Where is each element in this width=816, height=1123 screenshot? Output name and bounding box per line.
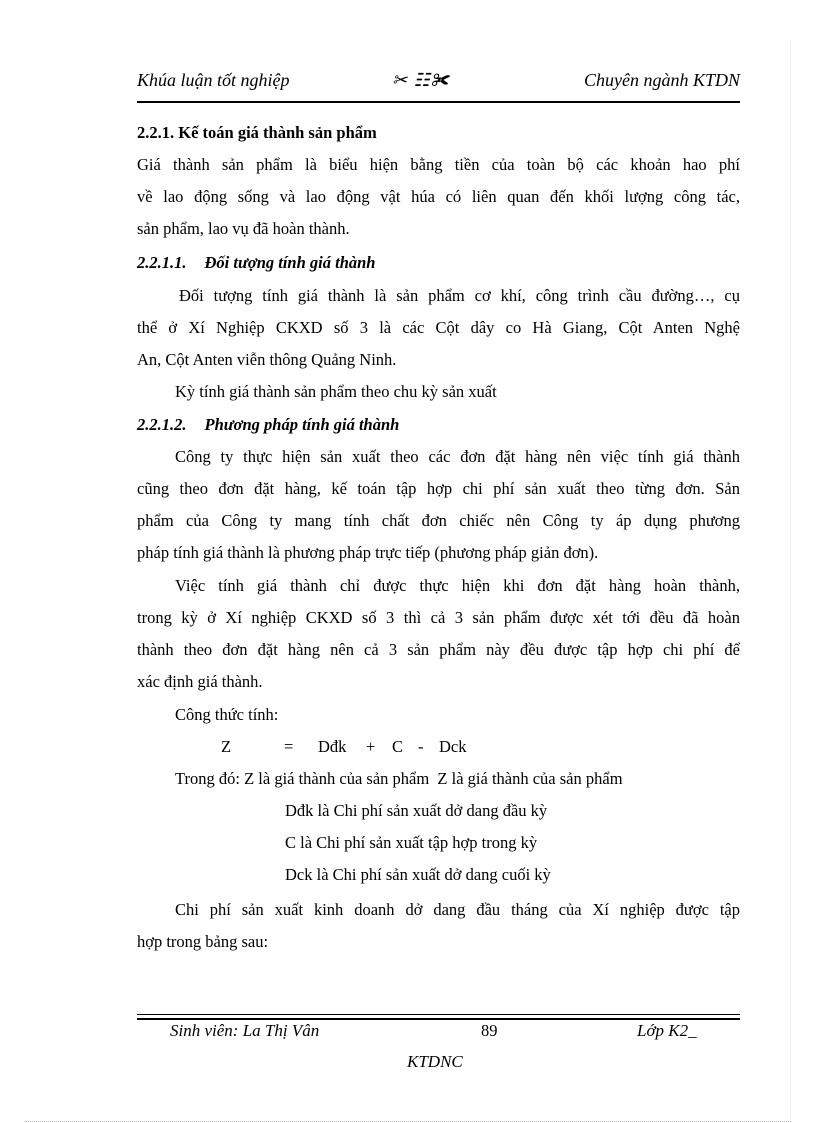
para6-line1: Chi phí sản xuất kinh doanh dở dang đầu tháng của Xí nghiệp được tập: [175, 900, 740, 919]
definition-closing-wip: Dck là Chi phí sản xuất dở dang cuối kỳ: [285, 865, 551, 884]
para1-line3: sản phẩm, lao vụ đã hoàn thành.: [137, 219, 350, 238]
para4-line2: cũng theo đơn đặt hàng, kế toán tập hợp chi phí sản xuất theo từng đơn. Sản: [137, 479, 740, 498]
para4-line3: phẩm của Công ty mang tính chất đơn chiếc nên Công ty áp dụng phương: [137, 511, 740, 530]
subsection2-heading: [137, 414, 399, 436]
formula-plus: +: [366, 737, 376, 756]
where-line: Trong đó: Z là giá thành của sản phẩm Z là giá thành của sản phẩm: [175, 769, 623, 788]
para5-line3: thành theo đơn đặt hàng nên cả 3 sản phẩm này đều được tập hợp chi phí để: [137, 640, 740, 659]
para4-line4: pháp tính giá thành là phương pháp trực tiếp (phương pháp giản đơn).: [137, 543, 599, 562]
page-edge-right: [790, 40, 791, 1121]
footer-divider-thin: [137, 1014, 740, 1015]
para5-line1: Việc tính giá thành chỉ được thực hiện khi đơn đặt hàng hoàn thành,: [175, 576, 740, 595]
subsection1-number: 2.2.1.1.: [137, 253, 187, 272]
formula-cost: C: [392, 737, 404, 756]
subsection1-heading: [137, 252, 375, 274]
formula-minus: -: [418, 737, 424, 756]
header-major: Chuyên ngành KTDN: [583, 70, 740, 90]
footer-divider-thick: [137, 1018, 740, 1020]
formula-z: Z: [221, 737, 232, 756]
page-header: [137, 66, 740, 102]
para6-line2: hợp trong bảng sau:: [137, 932, 269, 951]
section-heading: 2.2.1. Kế toán giá thành sản phẩm: [137, 123, 377, 142]
footer-class-line1: Lớp K2_: [637, 1021, 697, 1040]
footer-class-line2: KTDNC: [407, 1052, 463, 1071]
para1-line1: Giá thành sản phẩm là biểu hiện bằng tiền của toàn bộ các khoản hao phí: [137, 155, 740, 174]
para4-line1: Công ty thực hiện sản xuất theo các đơn đặt hàng nên việc tính giá thành: [175, 447, 740, 466]
para2-line1: Đối tượng tính giá thành là sản phẩm cơ khí, công trình cầu đường…, cụ: [179, 286, 740, 305]
subsection1-title: Đối tượng tính giá thành: [204, 253, 376, 272]
formula-opening-wip: Dđk: [318, 737, 347, 756]
subsection2-number: 2.2.1.2.: [137, 415, 187, 434]
formula-closing-wip: Dck: [439, 737, 467, 756]
para2-line2: thể ở Xí Nghiệp CKXD số 3 là các Cột dây co Hà Giang, Cột Anten Nghệ: [137, 318, 740, 337]
para1-line2: về lao động sống và lao động vật húa có liên quan đến khối lượng công tác,: [137, 187, 740, 206]
footer-student: Sinh viên: La Thị Vân: [170, 1021, 320, 1040]
formula-label: Công thức tính:: [175, 705, 279, 724]
formula-equals: =: [284, 737, 294, 756]
para2-line3: An, Cột Anten viễn thông Quảng Ninh.: [137, 350, 397, 369]
subsection2-title: Phương pháp tính giá thành: [204, 415, 400, 434]
page-number: 89: [481, 1021, 498, 1040]
header-book-ornament-icon: ✂ ☷✀: [392, 70, 450, 90]
para3: Kỳ tính giá thành sản phẩm theo chu kỳ sản xuất: [175, 382, 497, 401]
page-edge-bottom: [25, 1121, 791, 1122]
definition-cost: C là Chi phí sản xuất tập hợp trong kỳ: [285, 833, 538, 852]
para5-line2: trong kỳ ở Xí nghiệp CKXD số 3 thì cả 3 sản phẩm được xét tới đều đã hoàn: [137, 608, 740, 627]
header-divider: [137, 101, 740, 103]
definition-opening-wip: Dđk là Chi phí sản xuất dở dang đầu kỳ: [285, 801, 548, 820]
para5-line4: xác định giá thành.: [137, 672, 263, 691]
header-thesis-title: Khúa luận tốt nghiệp: [137, 70, 290, 90]
